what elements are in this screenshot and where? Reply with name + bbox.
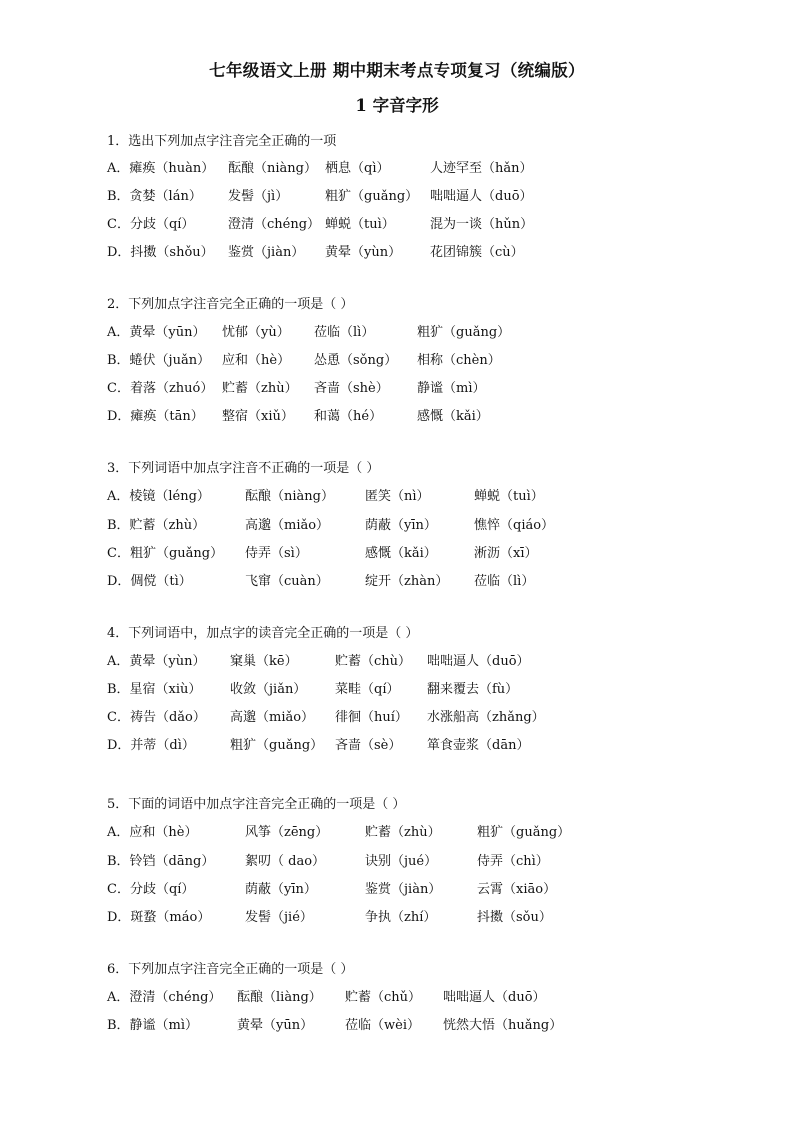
option-label-with-word: B．蜷伏（juǎn） (107, 353, 211, 368)
option-word: 恍然大悟（huǎng） (443, 1018, 563, 1033)
question-3-stem: 3．下列词语中加点字注音不正确的一项是（ ） (107, 461, 380, 476)
option-word: 澄清（chéng） (228, 217, 321, 232)
option-word: 莅临（lì） (474, 574, 535, 589)
option-word: 栖息（qì） (325, 161, 390, 176)
option-word: 怂恿（sǒng） (314, 353, 398, 368)
option-word: 水涨船高（zhǎng） (427, 710, 545, 725)
option-word: 荫蔽（yīn） (365, 518, 437, 533)
option-word: 整宿（xiǔ） (222, 409, 294, 424)
option-label-with-word: A．澄清（chéng） (107, 990, 222, 1005)
option-word: 粗犷（guǎng） (230, 738, 324, 753)
option-word: 菜畦（qí） (335, 682, 400, 697)
option-label-with-word: D．倜傥（tì） (107, 574, 192, 589)
question-6-stem: 6．下列加点字注音完全正确的一项是（ ） (107, 962, 354, 977)
option-word: 鉴赏（jiàn） (365, 882, 442, 897)
option-word: 吝啬（sè） (335, 738, 402, 753)
section-title: 1 字音字形 (355, 96, 439, 115)
option-label-with-word: B．贪婪（lán） (107, 189, 202, 204)
option-label-with-word: A．黄晕（yūn） (107, 325, 206, 340)
option-word: 发髻（jì） (228, 189, 289, 204)
option-word: 贮蓄（zhù） (365, 825, 441, 840)
option-word: 混为一谈（hǔn） (430, 217, 534, 232)
option-word: 感慨（kǎi） (365, 546, 437, 561)
option-word: 翻来覆去（fù） (427, 682, 519, 697)
option-label-with-word: D．瘫痪（tān） (107, 409, 204, 424)
option-word: 风筝（zēng） (245, 825, 329, 840)
option-word: 莅临（lì） (314, 325, 375, 340)
option-word: 绽开（zhàn） (365, 574, 449, 589)
option-label-with-word: C．分歧（qí） (107, 882, 195, 897)
option-word: 黄晕（yùn） (325, 245, 402, 260)
option-word: 高邈（miǎo） (245, 518, 330, 533)
option-word: 荫蔽（yīn） (245, 882, 317, 897)
option-label-with-word: B．贮蓄（zhù） (107, 518, 206, 533)
option-word: 诀别（jué） (365, 854, 438, 869)
option-word: 侍弄（sì） (245, 546, 308, 561)
option-word: 人迹罕至（hǎn） (430, 161, 533, 176)
option-word: 鉴赏（jiàn） (228, 245, 305, 260)
option-word: 匿笑（nì） (365, 489, 430, 504)
option-label-with-word: C．着落（zhuó） (107, 381, 214, 396)
option-word: 箪食壶浆（dān） (427, 738, 530, 753)
option-word: 咄咄逼人（duō） (443, 990, 546, 1005)
option-word: 抖擞（sǒu） (477, 910, 552, 925)
question-4-stem: 4．下列词语中，加点字的读音完全正确的一项是（ ） (107, 626, 419, 641)
option-word: 黄晕（yūn） (237, 1018, 314, 1033)
option-label-with-word: C．粗犷（guǎng） (107, 546, 224, 561)
option-word: 酝酿（liàng） (237, 990, 322, 1005)
document-title: 七年级语文上册 期中期末考点专项复习（统编版） (209, 61, 585, 80)
option-label-with-word: A．黄晕（yùn） (107, 654, 206, 669)
option-label-with-word: B．铃铛（dāng） (107, 854, 215, 869)
option-word: 收敛（jiǎn） (230, 682, 307, 697)
option-word: 侍弄（chì） (477, 854, 549, 869)
option-label-with-word: C．分歧（qí） (107, 217, 195, 232)
question-1-stem: 1．选出下列加点字注音完全正确的一项 (107, 134, 337, 149)
option-word: 粗犷（guǎng） (477, 825, 571, 840)
option-word: 蝉蜕（tuì） (325, 217, 395, 232)
option-word: 贮蓄（chǔ） (345, 990, 422, 1005)
option-word: 云霄（xiāo） (477, 882, 557, 897)
option-word: 絮叨（ dao） (245, 854, 326, 869)
question-2-stem: 2．下列加点字注音完全正确的一项是（ ） (107, 297, 354, 312)
option-word: 忧郁（yù） (222, 325, 290, 340)
option-word: 窠巢（kē） (230, 654, 298, 669)
option-word: 高邈（miǎo） (230, 710, 315, 725)
option-label-with-word: A．应和（hè） (107, 825, 198, 840)
option-word: 花团锦簇（cù） (430, 245, 524, 260)
option-word: 相称（chèn） (417, 353, 501, 368)
option-word: 徘徊（huí） (335, 710, 408, 725)
option-word: 粗犷（guǎng） (417, 325, 511, 340)
option-word: 咄咄逼人（duō） (430, 189, 533, 204)
option-word: 酝酿（niàng） (228, 161, 317, 176)
option-word: 吝啬（shè） (314, 381, 389, 396)
option-word: 淅沥（xī） (474, 546, 538, 561)
option-word: 争执（zhí） (365, 910, 437, 925)
option-label-with-word: A．瘫痪（huàn） (107, 161, 215, 176)
option-word: 发髻（jié） (245, 910, 313, 925)
option-label-with-word: D．抖擞（shǒu） (107, 245, 214, 260)
option-word: 粗犷（guǎng） (325, 189, 419, 204)
option-word: 应和（hè） (222, 353, 291, 368)
option-word: 和蔼（hé） (314, 409, 383, 424)
question-5-stem: 5．下面的词语中加点字注音完全正确的一项是（ ） (107, 797, 406, 812)
option-word: 咄咄逼人（duō） (427, 654, 530, 669)
option-word: 贮蓄（chù） (335, 654, 412, 669)
option-label-with-word: B．星宿（xiù） (107, 682, 202, 697)
option-label-with-word: C．祷告（dǎo） (107, 710, 206, 725)
option-word: 酝酿（niàng） (245, 489, 334, 504)
option-word: 蝉蜕（tuì） (474, 489, 544, 504)
option-label-with-word: A．棱镜（léng） (107, 489, 210, 504)
option-word: 憔悴（qiáo） (474, 518, 555, 533)
option-word: 飞窜（cuàn） (245, 574, 329, 589)
option-label-with-word: B．静谧（mì） (107, 1018, 199, 1033)
option-word: 贮蓄（zhù） (222, 381, 298, 396)
option-label-with-word: D．斑蝥（máo） (107, 910, 211, 925)
option-word: 莅临（wèi） (345, 1018, 420, 1033)
option-label-with-word: D．并蒂（dì） (107, 738, 195, 753)
option-word: 感慨（kǎi） (417, 409, 489, 424)
option-word: 静谧（mì） (417, 381, 486, 396)
